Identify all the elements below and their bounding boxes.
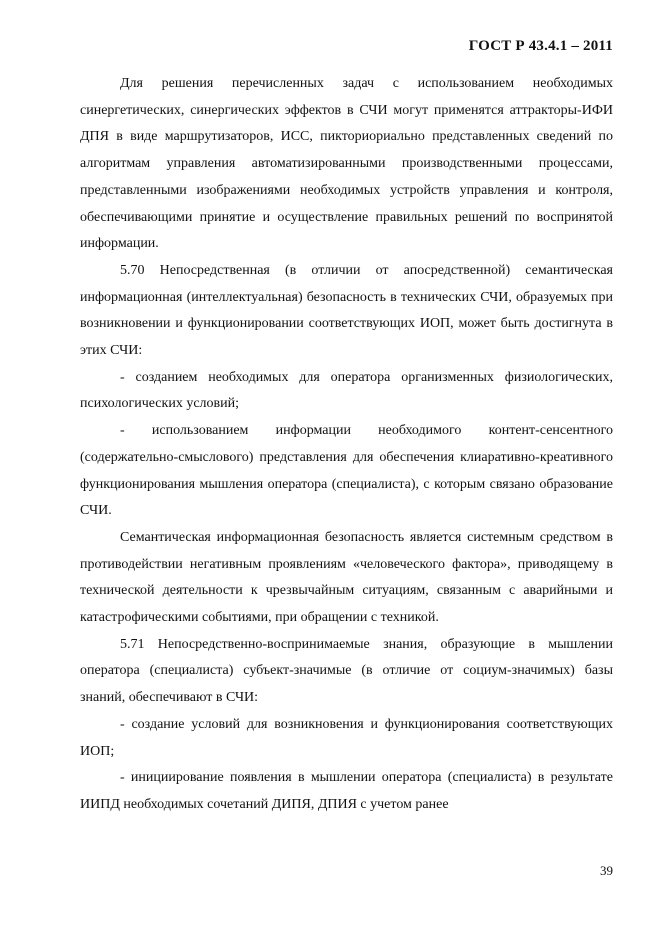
paragraph-semantic-security: Семантическая информационная безопасность является системным средством в противодействии негативным проявлениям «человеческого фактора», приводящему в технической деятельности к чрезвычайным ситуациям, связанным с аварийными и катастрофическими событиями, при обращении с техникой. [80, 529, 613, 626]
paragraph-5-71: 5.71 Непосредственно-воспринимаемые знания, образующие в мышлении оператора (специалиста) субъект-значимые (в отличие от социум-значимых) базы знаний, обеспечивают в СЧИ: [80, 636, 613, 706]
list-item-initiation: - инициирование появления в мышлении оператора (специалиста) в результате ИИПД необходимых сочетаний ДИПЯ, ДПИЯ с учетом ранее [80, 770, 613, 812]
list-item-information-use: - использованием информации необходимого контент-сенсентного (содержательно-смыслового) представления для обеспечения клиаративно-креативного функционирования мышления оператора (специалиста), с которым связано образование СЧИ. [80, 423, 613, 519]
paragraph-synergetic-effects: Для решения перечисленных задач с использованием необходимых синергетических, синергических эффектов в СЧИ могут применятся аттракторы-ИФИ ДПЯ в виде маршрутизаторов, ИСС, пикториориально представленных сведений по алгоритмам управления автоматизированными производственными процессами, представленными изображениями необходимых устройств управления и контроля, обеспечивающими принятие и осуществление правильных решений по воспринятой информации. [80, 76, 613, 252]
page-number: 39 [600, 863, 613, 878]
document-header: ГОСТ Р 43.4.1 – 2011 [468, 38, 613, 54]
document-body [80, 71, 613, 819]
list-item-iop-conditions: - создание условий для возникновения и функционирования соответствующих ИОП; [80, 716, 613, 759]
list-item-conditions: - созданием необходимых для оператора организменных физиологических, психологических условий; [80, 369, 613, 412]
paragraph-5-70: 5.70 Непосредственная (в отличии от апосредственной) семантическая информационная (интеллектуальная) безопасность в технических СЧИ, образуемых при возникновении и функционировании соответствующих ИОП, может быть достигнута в этих СЧИ: [80, 262, 613, 359]
